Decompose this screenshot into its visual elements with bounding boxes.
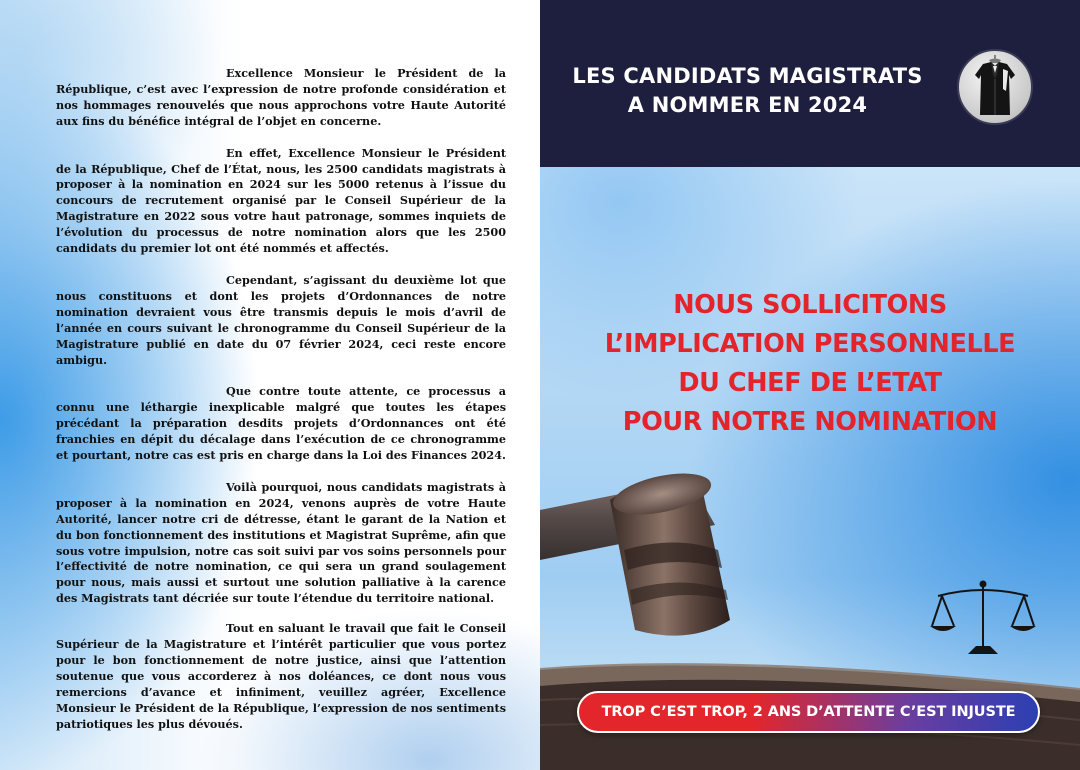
judge-robe-icon <box>957 49 1033 125</box>
headline-line: DU CHEF DE L’ETAT <box>678 368 942 398</box>
headline-line: POUR NOTRE NOMINATION <box>622 407 998 437</box>
letter-paragraph: Voilà pourquoi, nous candidats magistrats à proposer à la nomination en 2024, venons auprès de votre Haute Autorité, lancer notre cri de détresse, étant le garant de la Nation et du bon fonctionnement des institutions et Magistrat Suprême, afin que sous votre impulsion, notre cas soit suivi par vos soins personnels pour l’effectivité de notre nomination, ce qui sera un grand soulagement pour nous, mais aussi et surtout une solution palliative à la carence des Magistrats tant décriée sur toute l’étendue du territoire national. <box>56 479 506 606</box>
letter-paragraph: En effet, Excellence Monsieur le Président de la République, Chef de l’État, nous, les 2500 candidats magistrats à proposer à la nomination en 2024 sur les 5000 retenus à l’issue du concours de recrutement organisé par le Conseil Supérieur de la Magistrature en 2022 sous votre haut patronage, sommes inquiets de l’évolution du processus de notre nomination alors que les 2500 candidats du premier lot ont été nommés et affectés. <box>56 145 506 256</box>
headline-line: NOUS SOLLICITONS <box>673 290 947 320</box>
scales-of-justice-icon <box>928 578 1038 658</box>
letter-body <box>56 66 506 749</box>
judge-robe-illustration <box>959 51 1031 123</box>
letter-paragraph: Tout en saluant le travail que fait le Conseil Supérieur de la Magistrature et l’intérêt particulier que vous portez pour le bon fonctionnement de notre justice, ainsi que l’attention soutenue que vous accorderez à nos doléances, ce dont nous vous remercions d’avance et infiniment, veuillez agréer, Excellence Monsieur le Président de la République, l’expression de nos sentiments patriotiques les plus dévoués. <box>56 621 506 731</box>
header-title <box>540 62 955 120</box>
letter-paragraph: Excellence Monsieur le Président de la République, c’est avec l’expression de notre profonde considération et nos hommages renouvelés que nous approchons votre Haute Autorité aux fins du bénéfice intégral de l’objet en concerne. <box>56 66 506 128</box>
headline <box>560 286 1060 442</box>
headline-line: L’IMPLICATION PERSONNELLE <box>604 329 1016 359</box>
slogan-banner: TROP C’EST TROP, 2 ANS D’ATTENTE C’EST INJUSTE <box>577 691 1040 733</box>
header-title-line: LES CANDIDATS MAGISTRATS <box>572 64 923 88</box>
header-title-line: A NOMMER EN 2024 <box>627 93 868 117</box>
poster-panel <box>540 0 1080 770</box>
letter-paragraph: Que contre toute attente, ce processus a connu une léthargie inexplicable malgré que toutes les étapes précédant la préparation desdits projets d’Ordonnances ont été franchies en dépit du décalage dans l’exécution de ce chronogramme et pourtant, notre cas est pris en charge dans la Loi des Finances 2024. <box>56 384 506 463</box>
letter-paragraph: Cependant, s’agissant du deuxième lot que nous constituons et dont les projets d’Ordonnances de notre nomination devraient vous être transmis depuis le mois d’avril de l’année en cours suivant le chronogramme du Conseil Supérieur de la Magistrature publié en date du 07 février 2024, ceci reste encore ambigu. <box>56 272 506 367</box>
poster-header <box>540 0 1080 167</box>
